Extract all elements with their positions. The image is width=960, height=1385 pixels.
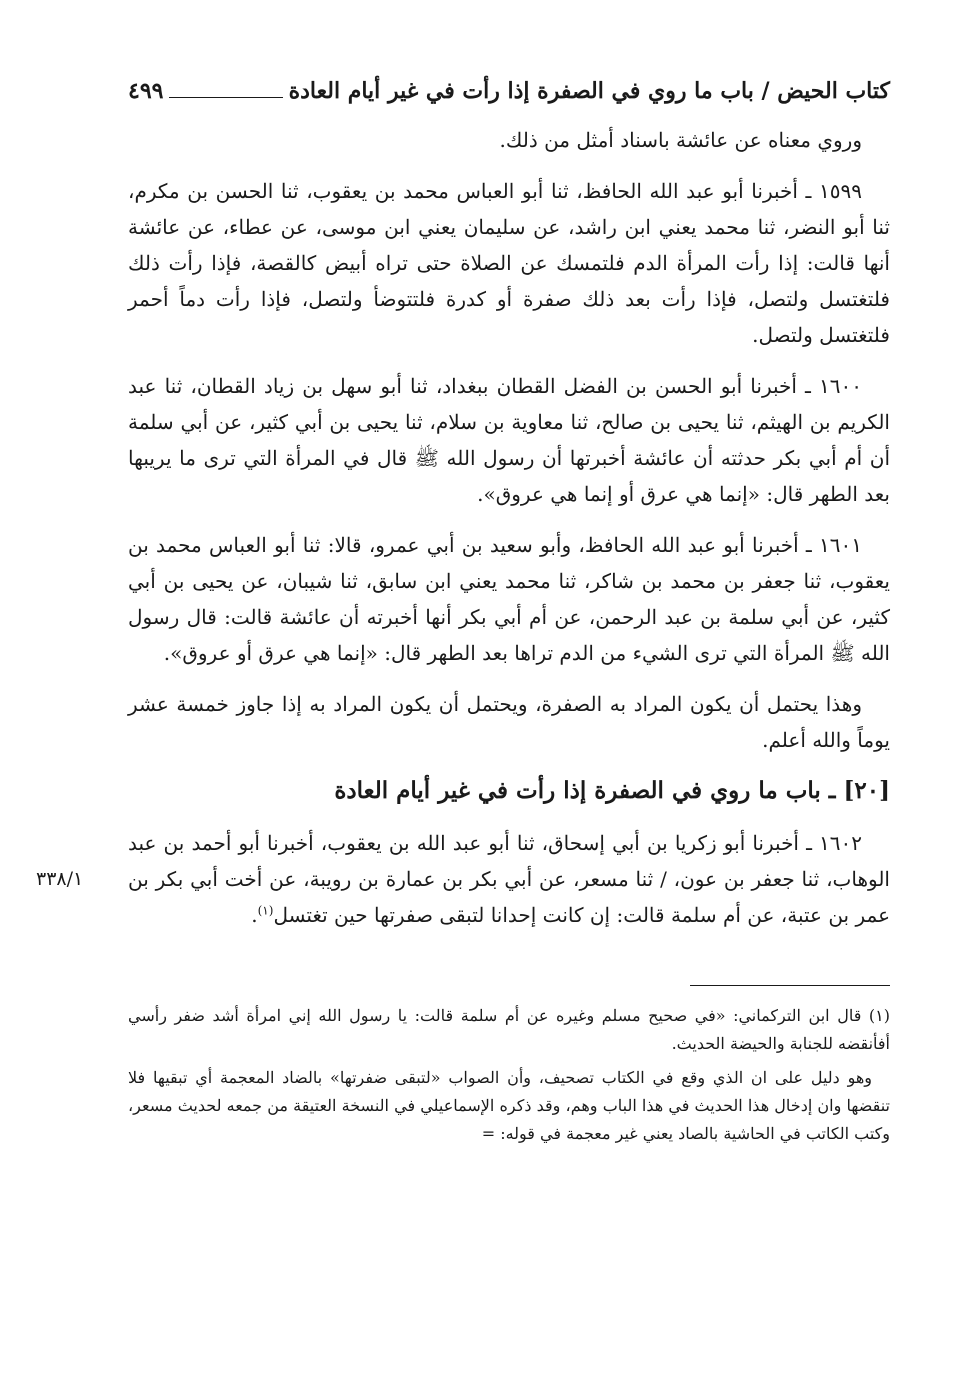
page-number: ٤٩٩	[128, 78, 164, 104]
hadith-1602-text: ١٦٠٢ ـ أخبرنا أبو زكريا بن أبي إسحاق، ثنا أبو عبد الله بن يعقوب، أخبرنا أبو أحمد بن عبد الوهاب، ثنا جعفر بن عون، / ثنا مسعر، عن أبي بكر بن عمارة بن رويبة، عن أخت أبي بكر بن عمر بن عتبة، عن أم سلمة قالت: إن كانت إحدانا لتبقى صفرتها حين تغتسل	[128, 831, 890, 927]
footnote-1: (١) قال ابن التركماني: «في صحيح مسلم وغيره عن أم سلمة قالت: يا رسول الله إني امرأة أشد ضفر رأسي أفأنقضه للجنابة والحيضة الحديث.	[128, 1006, 891, 1053]
footnote-mark: (١)	[257, 903, 274, 918]
paragraph-hadith-1599: ١٥٩٩ ـ أخبرنا أبو عبد الله الحافظ، ثنا أبو العباس محمد بن يعقوب، ثنا الحسن بن مكرم، ثنا أبو النضر، ثنا محمد يعني ابن راشد، عن سليمان يعني ابن موسى، عن عطاء، عن عائشة أنها قالت: إذا رأت المرأة الدم فلتمسك عن الصلاة حتى تراه أبيض كالقصة، فإذا رأت ذلك فلتغتسل ولتصل، فإذا رأت بعد ذلك صفرة أو كدرة فلتتوضأ ولتصل، فإذا رأت دماً أحمر فلتغتسل ولتصل.	[128, 179, 890, 347]
running-header	[128, 78, 890, 118]
paragraph-hadith-1602	[128, 825, 890, 933]
section-heading: [٢٠] ـ باب ما روي في الصفرة إذا رأت في غير أيام العادة	[334, 777, 890, 804]
manuscript-page-ref: ٣٣٨/١	[36, 868, 84, 890]
hadith-1602-end: .	[251, 903, 258, 927]
footnote-1-continued: وهو دليل على ان الذي وقع في الكتاب تصحيف، وأن الصواب «لتبقى ضفرتها» بالضاد المعجمة أي تبقيها فلا تنقضها وان إدخال هذا الحديث في هذا الباب وهم، وقد ذكره الإسماعيلي في النسخة العتيقة من جمعه لحديث مسعر، وكتب الكاتب في الحاشية بالصاد يعني غير معجمة في قوله: =	[128, 1068, 890, 1143]
paragraph-hadith-1601: ١٦٠١ ـ أخبرنا أبو عبد الله الحافظ، وأبو سعيد بن أبي عمرو، قالا: ثنا أبو العباس محمد بن يعقوب، ثنا جعفر بن محمد بن شاكر، ثنا محمد يعني ابن سابق، ثنا شيبان، عن يحيى بن أبي كثير، عن أبي سلمة بن عبد الرحمن، عن أم أبي بكر أنها أخبرته أن عائشة قالت: قال رسول الله ﷺ المرأة التي ترى الشيء من الدم تراها بعد الطهر قال: «إنما هي عرق أو عروق».	[128, 533, 890, 665]
running-header-title: كتاب الحيض / باب ما روي في الصفرة إذا رأت في غير أيام العادة	[288, 78, 890, 104]
book-page	[36, 78, 891, 1154]
footnote-divider	[690, 985, 890, 986]
paragraph-intro: وروي معناه عن عائشة باسناد أمثل من ذلك.	[499, 128, 862, 152]
header-rule	[169, 97, 282, 98]
paragraph-commentary: وهذا يحتمل أن يكون المراد به الصفرة، ويحتمل أن يكون المراد به إذا جاوز خمسة عشر يوماً والله أعلم.	[128, 692, 890, 752]
paragraph-hadith-1600: ١٦٠٠ ـ أخبرنا أبو الحسن بن الفضل القطان ببغداد، ثنا أبو سهل بن زياد القطان، ثنا عبد الكريم بن الهيثم، ثنا يحيى بن صالح، ثنا معاوية بن سلام، ثنا يحيى بن أبي كثير، عن أبي سلمة أن أم أبي بكر حدثته أن عائشة أخبرتها أن رسول الله ﷺ قال في المرأة التي ترى ما يريبها بعد الطهر قال: «إنما هي عرق أو إنما هي عروق».	[128, 374, 890, 506]
footnotes	[128, 1002, 890, 1148]
main-text	[36, 122, 890, 933]
hadith-1602-block	[36, 825, 890, 933]
